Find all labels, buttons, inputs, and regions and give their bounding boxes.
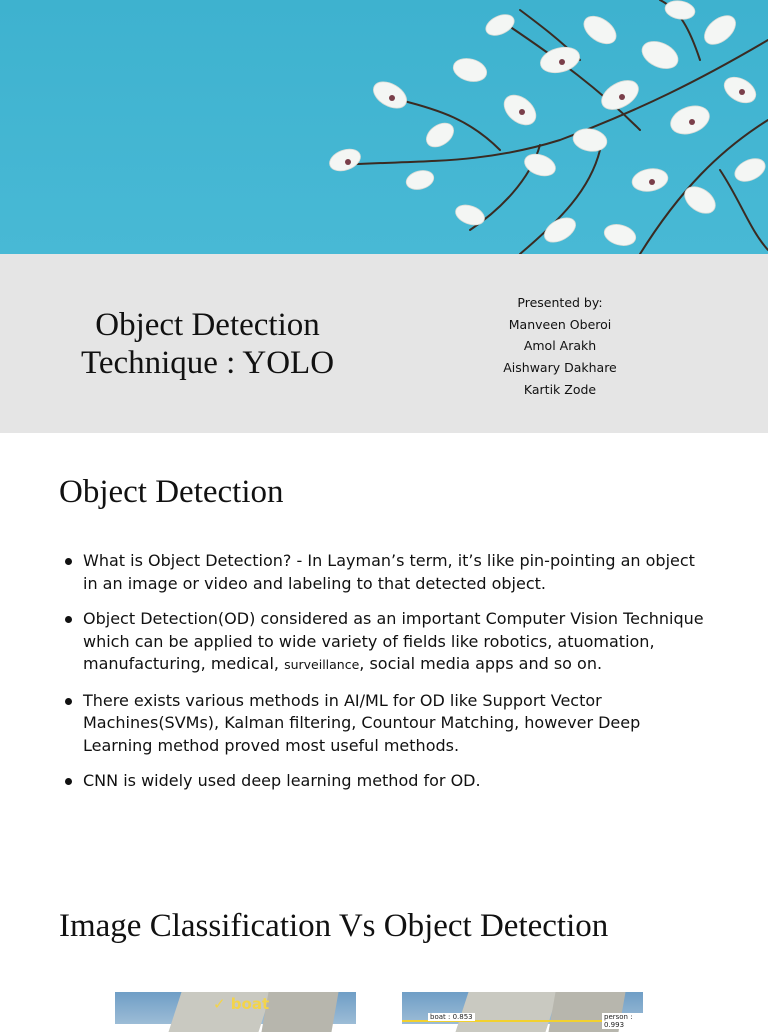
title-line-2: Technique : YOLO bbox=[80, 345, 335, 381]
classification-example-image bbox=[115, 992, 356, 1024]
bullet-text: , social media apps and so on. bbox=[359, 654, 603, 673]
presenter-name: Aishwary Dakhare bbox=[503, 360, 617, 376]
detection-label-boat: boat : 0.853 bbox=[430, 1013, 473, 1021]
title-line-1: Object Detection bbox=[95, 307, 320, 343]
sail-shape bbox=[261, 992, 338, 1032]
bullet-list bbox=[59, 550, 709, 806]
bullet-item: There exists various methods in AI/ML for OD like Support Vector Machines(SVMs), Kalman filtering, Countour Matching, however Deep Learning method proved most useful methods. bbox=[59, 690, 709, 758]
presenters-block bbox=[470, 292, 650, 401]
presentation-title bbox=[40, 306, 375, 382]
presenter-name: Amol Arakh bbox=[523, 338, 597, 354]
bullet-text: Object Detection(OD) considered as an important Computer Vision Technique which can be applied to wide variety of fields like robotics, atuomation, manufacturing, medical, bbox=[83, 609, 704, 673]
presenters-heading: Presented by: bbox=[517, 295, 603, 310]
slide-title-classification-vs-detection: Image Classification Vs Object Detection bbox=[59, 908, 609, 944]
title-slide-hero-image bbox=[0, 0, 768, 254]
detection-example-image bbox=[402, 992, 643, 1029]
presenter-name: Manveen Oberoi bbox=[508, 316, 612, 332]
presenter-name: Kartik Zode bbox=[523, 381, 597, 397]
magnolia-branch-illustration bbox=[0, 0, 768, 254]
bullet-text-small: surveillance bbox=[284, 657, 360, 672]
bullet-item: CNN is widely used deep learning method for OD. bbox=[59, 770, 709, 793]
detection-label-person: person : 0.993 bbox=[602, 1013, 643, 1029]
slide-title-object-detection: Object Detection bbox=[59, 474, 284, 510]
bullet-item: What is Object Detection? - In Layman’s term, it’s like pin-pointing an object in an image or video and labeling to that detected object. bbox=[59, 550, 709, 595]
bullet-item bbox=[59, 608, 709, 677]
classification-label: ✓ boat bbox=[213, 995, 270, 1013]
sail-shape bbox=[456, 992, 559, 1032]
title-band bbox=[0, 254, 768, 433]
